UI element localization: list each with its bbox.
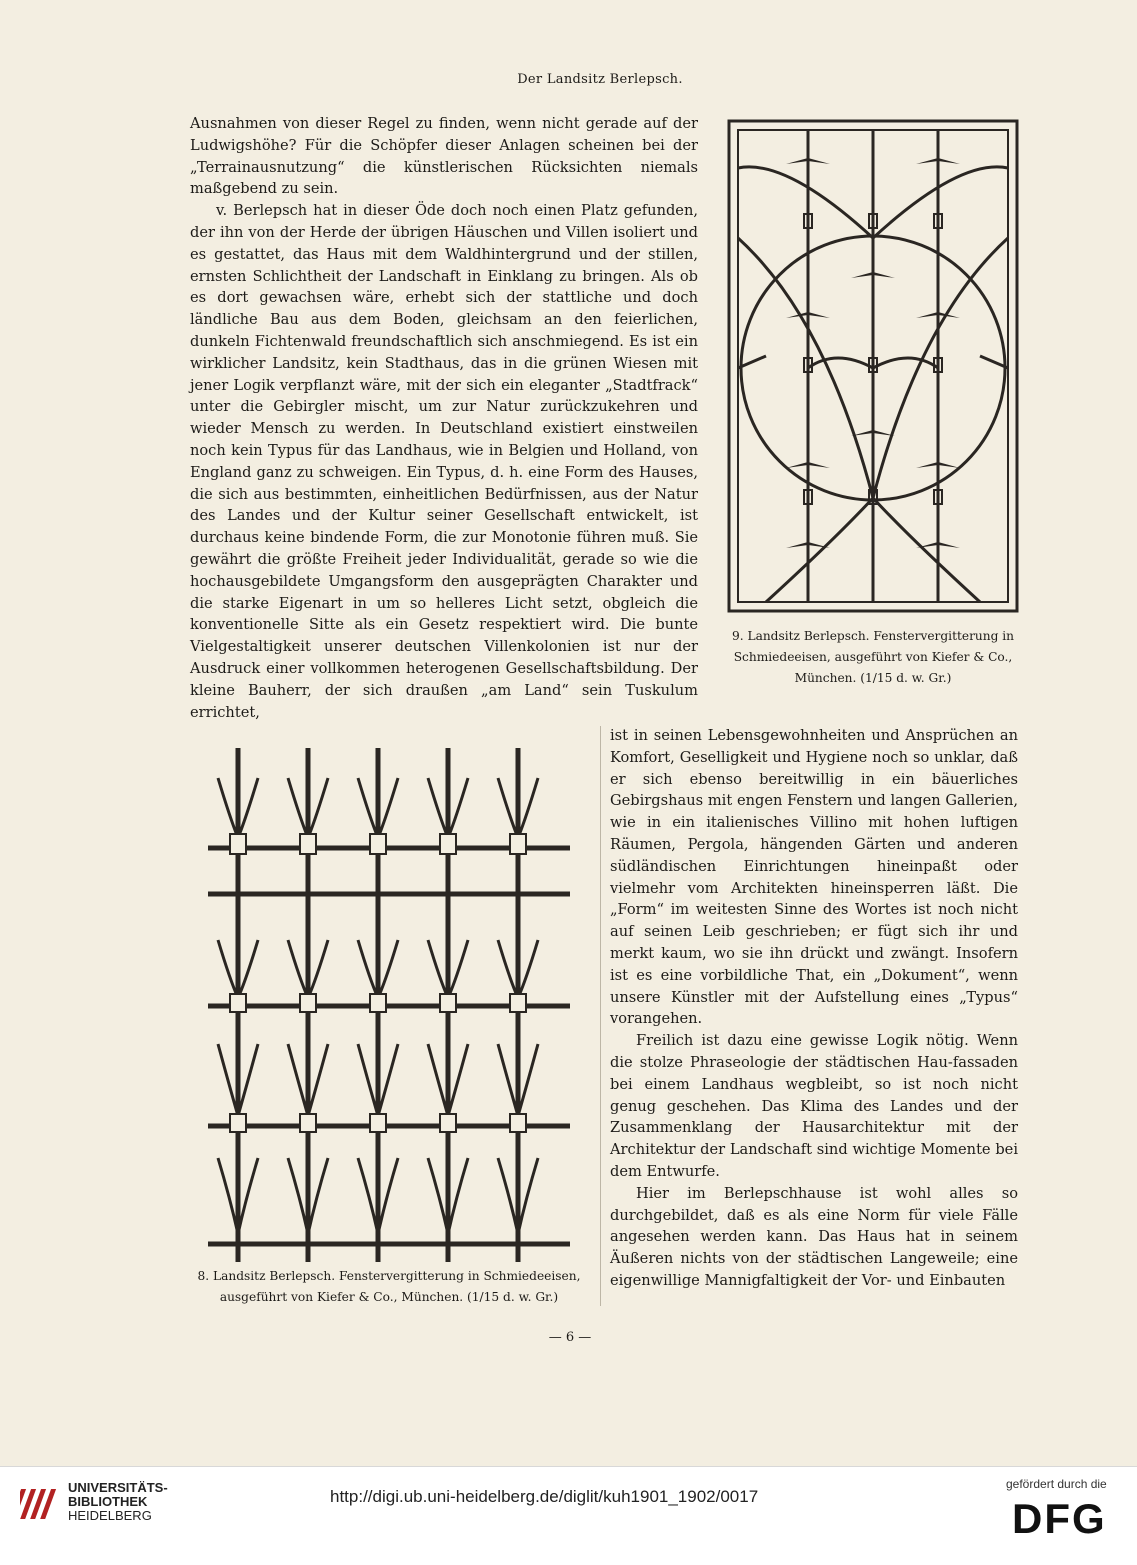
caption-line: ausgeführt von Kiefer & Co., München. (1/15 d. w. Gr.) (219, 1290, 559, 1304)
caption-line: 8. Landsitz Berlepsch. Fenstervergitterung in Schmiedeeisen, (197, 1269, 581, 1283)
paragraph: v. Berlepsch hat in dieser Öde doch noch einen Platz gefunden, der ihn von der Herde der übrigen Häuschen und Villen isoliert und es gestattet, das Haus mit dem Waldhintergrund und der stillen, ernsten Schlichtheit der Landschaft in Einklang zu bringen. Als ob es dort gewachsen wäre, erhebt sich der stattliche und doch ländliche Bau aus dem Boden, gleichsam an den feierlichen, dunkeln Fichtenwald freundschaftlich sich anschmiegend. Es ist ein wirklicher Landsitz, kein Stadthaus, das in die grünen Wiesen mit jener Logik verpflanzt wäre, mit der sich ein eleganter „Stadtfrack“ unter die Gebirgler mischt, um zur Natur zurückzukehren und wieder Mensch zu werden. In Deutschland existiert einstweilen noch kein Typus für das Landhaus, wie in Belgien und Holland, von England ganz zu schweigen. Ein Typus, d. h. eine Form des Hauses, die sich aus bestimmten, einheitlichen Bedürfnissen, aus der Natur des Landes und der Kultur seiner Gesellschaft entwickelt, ist durchaus keine bindende Form, die zur Monotonie führen muß. Sie gewährt die größte Freiheit jeder Individualität, gerade so wie die hochausgebildete Umgangsform den ausgeprägten Charakter und die starke Eigenart in um so helleres Licht setzt, obgleich die konventionelle Sitte als ein Gesetz respektiert wird. Die bunte Vielgestaltigkeit unserer deutschen Villenkolonien ist nur der Ausdruck einer vollkommen heterogenen Gesellschaftsbildung. Der kleine Bauherr, der sich draußen „am Land“ sein Tuskulum errichtet, (190, 202, 698, 721)
permalink-url[interactable]: http://digi.ub.uni-heidelberg.de/diglit/kuh1901_1902/0017 (330, 1487, 759, 1506)
column-divider (600, 726, 601, 1306)
caption-line: 9. Landsitz Berlepsch. Fenstervergitterung in (731, 629, 1015, 643)
library-name (68, 1481, 168, 1523)
paragraph: ist in seinen Lebensgewohnheiten und Ansprüchen an Komfort, Geselligkeit und Hygiene noch so unklar, daß er sich ebenso bereitwillig in ein bäuerliches Gebirgshaus mit engen Fenstern und langen Gallerien, wie in ein italienisches Villino mit hohen luftigen Räumen, Pergola, hängenden Gärten und anderen südländischen Einrichtungen hineinpaßt oder vielmehr vom Architekten hineinsperren läßt. Die „Form“ im weitesten Sinne des Wortes ist noch nicht auf seinen Leib geschrieben; er fügt sich ihr und merkt kaum, wo sie ihn drückt und zwängt. Insofern ist es eine vorbildliche That, ein „Dokument“, wenn unsere Künstler mit der Aufstellung eines „Typus“ vorangehen. (610, 727, 1018, 1028)
library-line: BIBLIOTHEK (68, 1494, 148, 1509)
right-text-column (610, 725, 1018, 1292)
page-number: — 6 — (548, 1330, 592, 1345)
figure-9-window-grille (726, 118, 1020, 614)
library-line: UNIVERSITÄTS- (68, 1480, 168, 1495)
library-line: HEIDELBERG (68, 1508, 152, 1523)
left-text-column (190, 113, 698, 723)
figure-8-window-grille (190, 748, 588, 1262)
digitization-footer (0, 1466, 1137, 1565)
caption-line: München. (1/15 d. w. Gr.) (794, 671, 952, 685)
paragraph: Hier im Berlepschhause ist wohl alles so durchgebildet, daß es als eine Norm für viele Fälle angesehen werden kann. Das Haus hat in seinem Äußeren nichts von der städtischen Langeweile; eine eigenwillige Mannigfaltigkeit der Vor- und Einbauten (610, 1184, 1018, 1289)
university-library-logo-icon (20, 1481, 64, 1525)
running-header: Der Landsitz Berlepsch. (517, 72, 683, 87)
grille-illustration-grid (190, 748, 588, 1262)
funding-label: gefördert durch die (1006, 1477, 1107, 1491)
grille-illustration-circles (726, 118, 1020, 614)
figure-9-caption (712, 626, 1034, 689)
dfg-logo: DFG (1012, 1495, 1107, 1542)
paragraph: Ausnahmen von dieser Regel zu finden, wenn nicht gerade auf der Ludwigshöhe? Für die Schöpfer dieser Anlagen scheinen bei der „Terrainausnutzung“ die künstlerischen Rücksichten niemals maßgebend zu sein. (190, 115, 698, 198)
caption-line: Schmiedeeisen, ausgeführt von Kiefer & Co., (733, 650, 1013, 664)
figure-8-caption (182, 1266, 596, 1308)
paragraph: Freilich ist dazu eine gewisse Logik nötig. Wenn die stolze Phraseologie der städtischen Hau-fassaden bei einem Landhaus wegbleibt, so ist noch nicht genug geschehen. Das Klima des Landes und der Zusammenklang der Hausarchitektur mit der Architektur der Landschaft sind wichtige Momente bei dem Entwurfe. (610, 1032, 1018, 1180)
